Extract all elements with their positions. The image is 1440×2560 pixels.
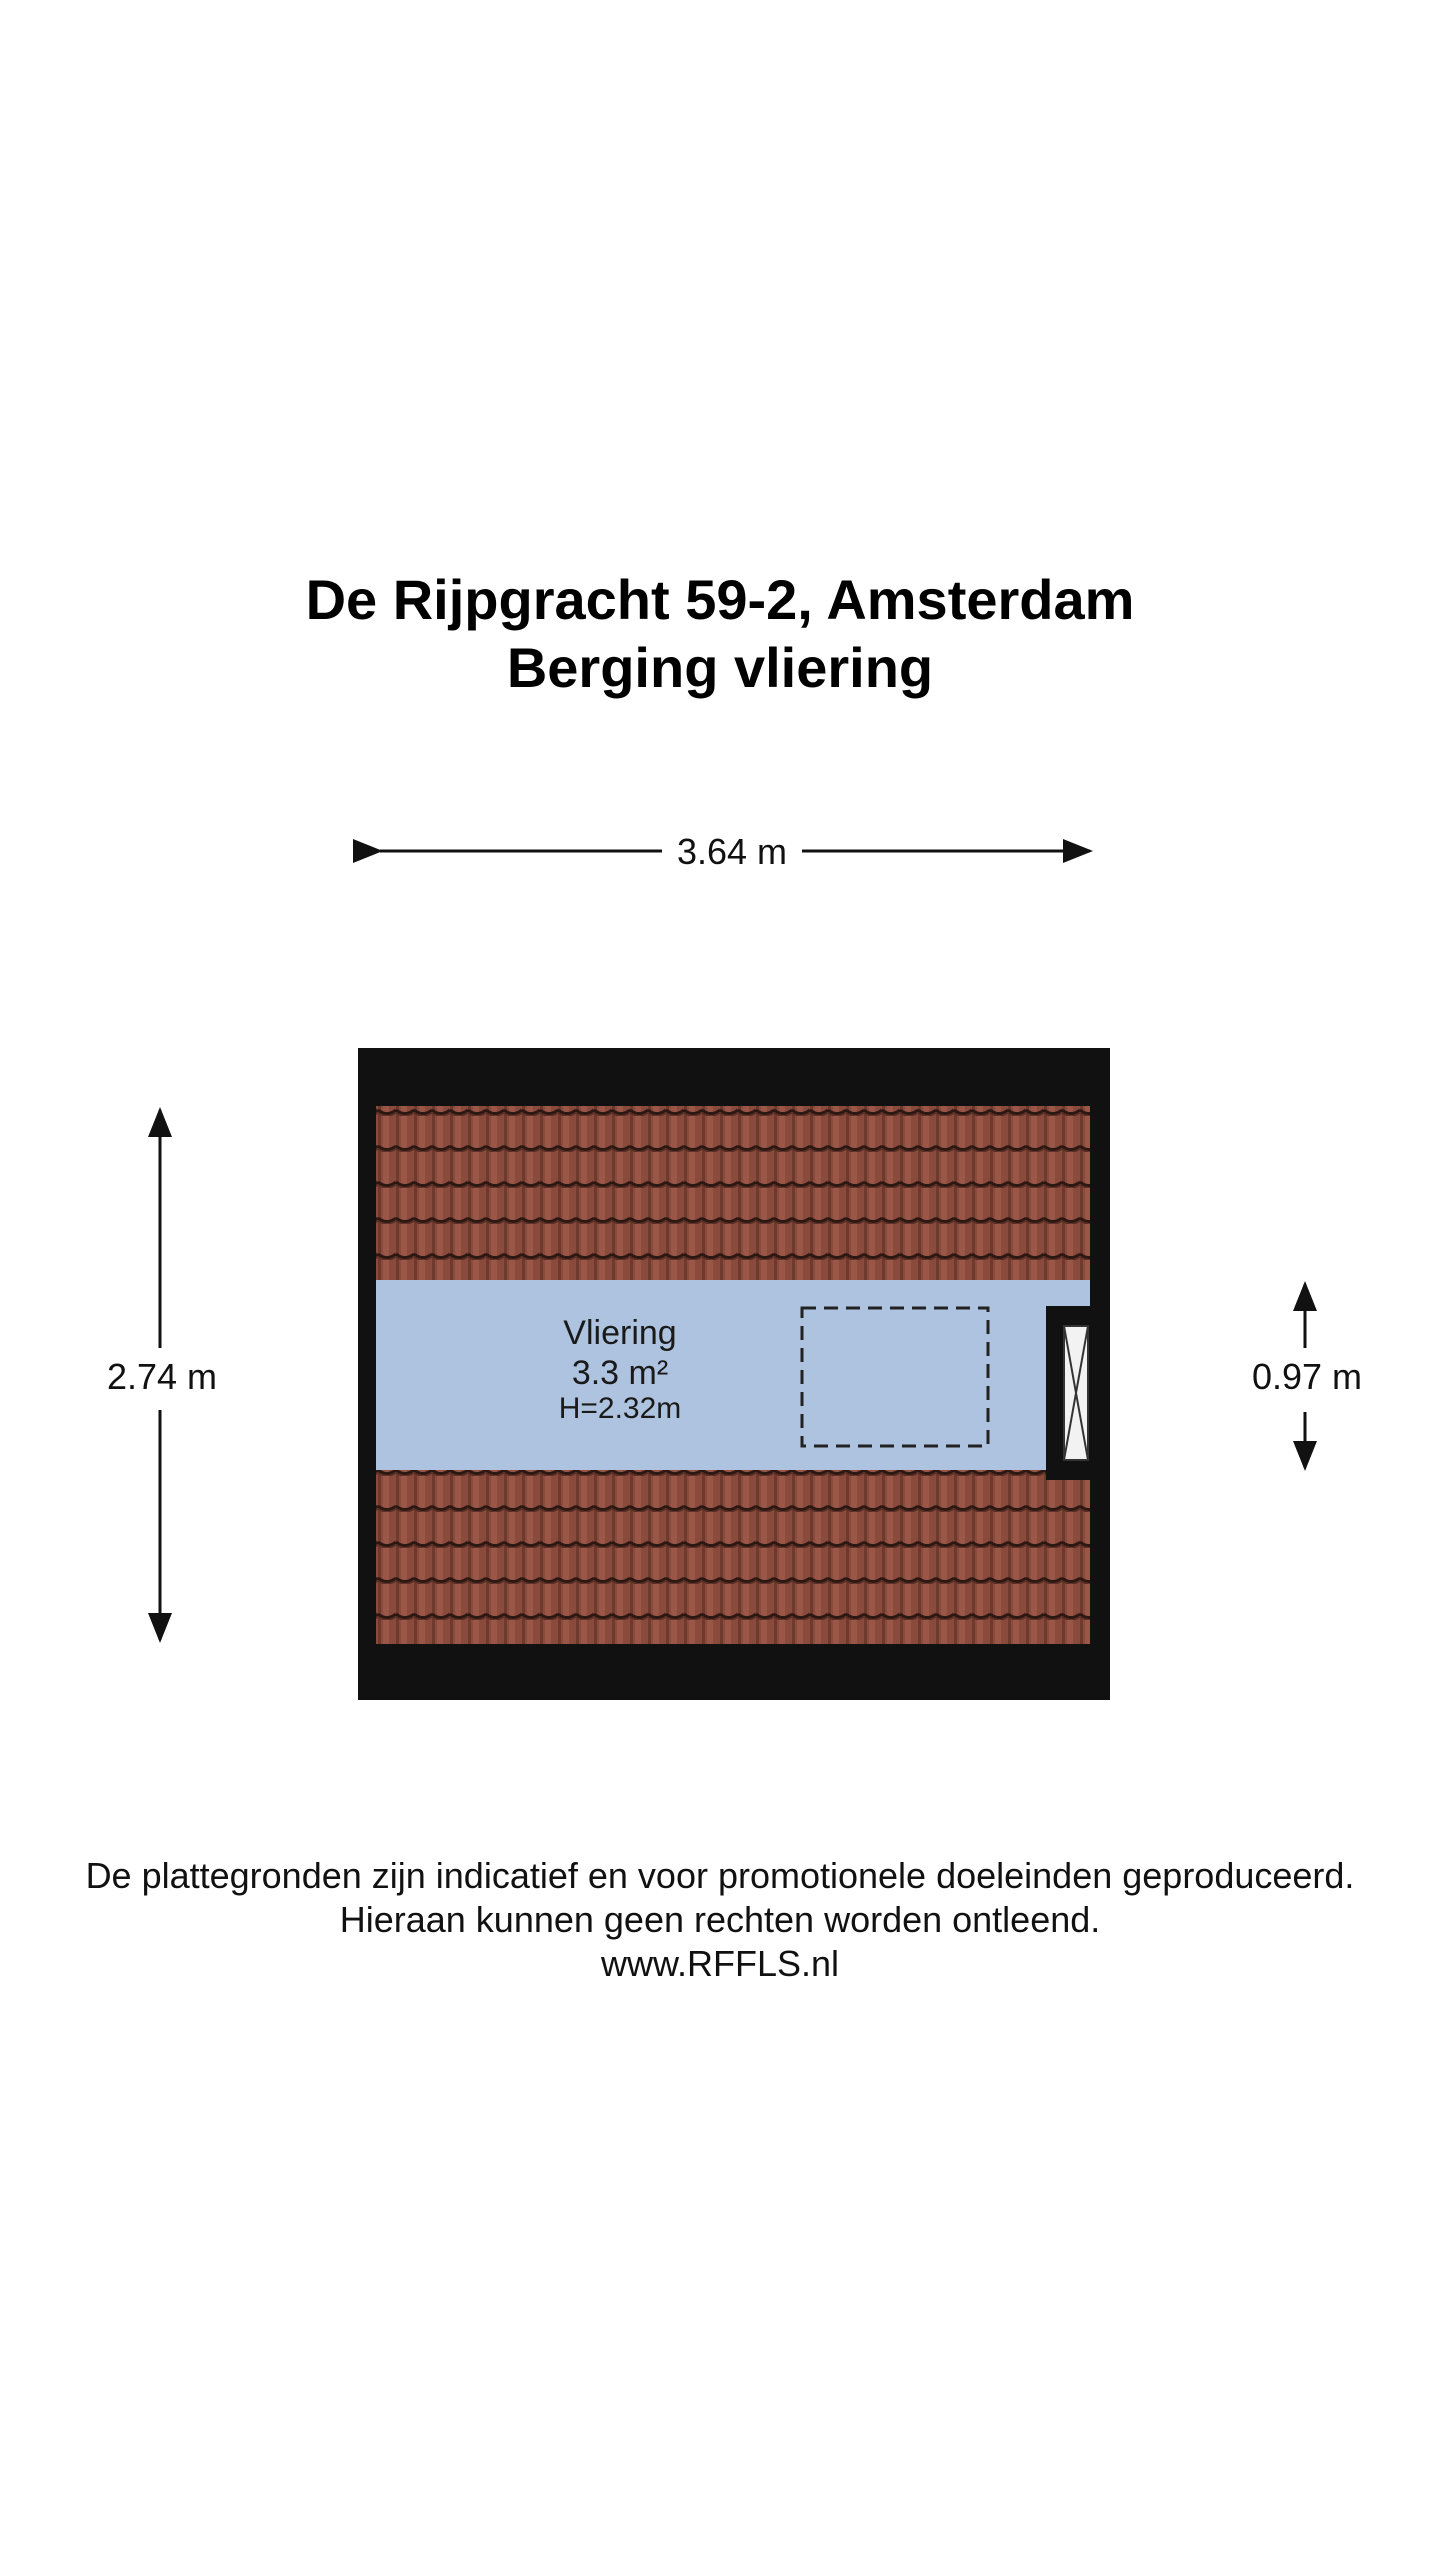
window bbox=[1046, 1306, 1090, 1480]
depth-label: 2.74 m bbox=[106, 1356, 218, 1397]
roof-tiles-bottom bbox=[376, 1470, 1090, 1644]
room-name: Vliering bbox=[563, 1314, 677, 1352]
page-title: De Rijpgracht 59-2, Amsterdam bbox=[305, 568, 1135, 631]
disclaimer-line-2: Hieraan kunnen geen rechten worden ontleend. bbox=[339, 1899, 1101, 1940]
room-height: H=2.32m bbox=[558, 1392, 682, 1425]
roof-tiles-top bbox=[376, 1106, 1090, 1280]
website-link: www.RFFLS.nl bbox=[600, 1943, 840, 1984]
depth-dimension bbox=[107, 1110, 217, 1640]
disclaimer-line-1: De plattegronden zijn indicatief en voor promotionele doeleinden geproduceerd. bbox=[85, 1855, 1355, 1896]
floor-title: Berging vliering bbox=[506, 636, 934, 699]
room-area: 3.3 m² bbox=[571, 1354, 669, 1392]
width-dimension bbox=[380, 831, 1090, 872]
width-label: 3.64 m bbox=[676, 831, 788, 872]
strip-dimension bbox=[1252, 1284, 1362, 1468]
strip-label: 0.97 m bbox=[1251, 1356, 1363, 1397]
